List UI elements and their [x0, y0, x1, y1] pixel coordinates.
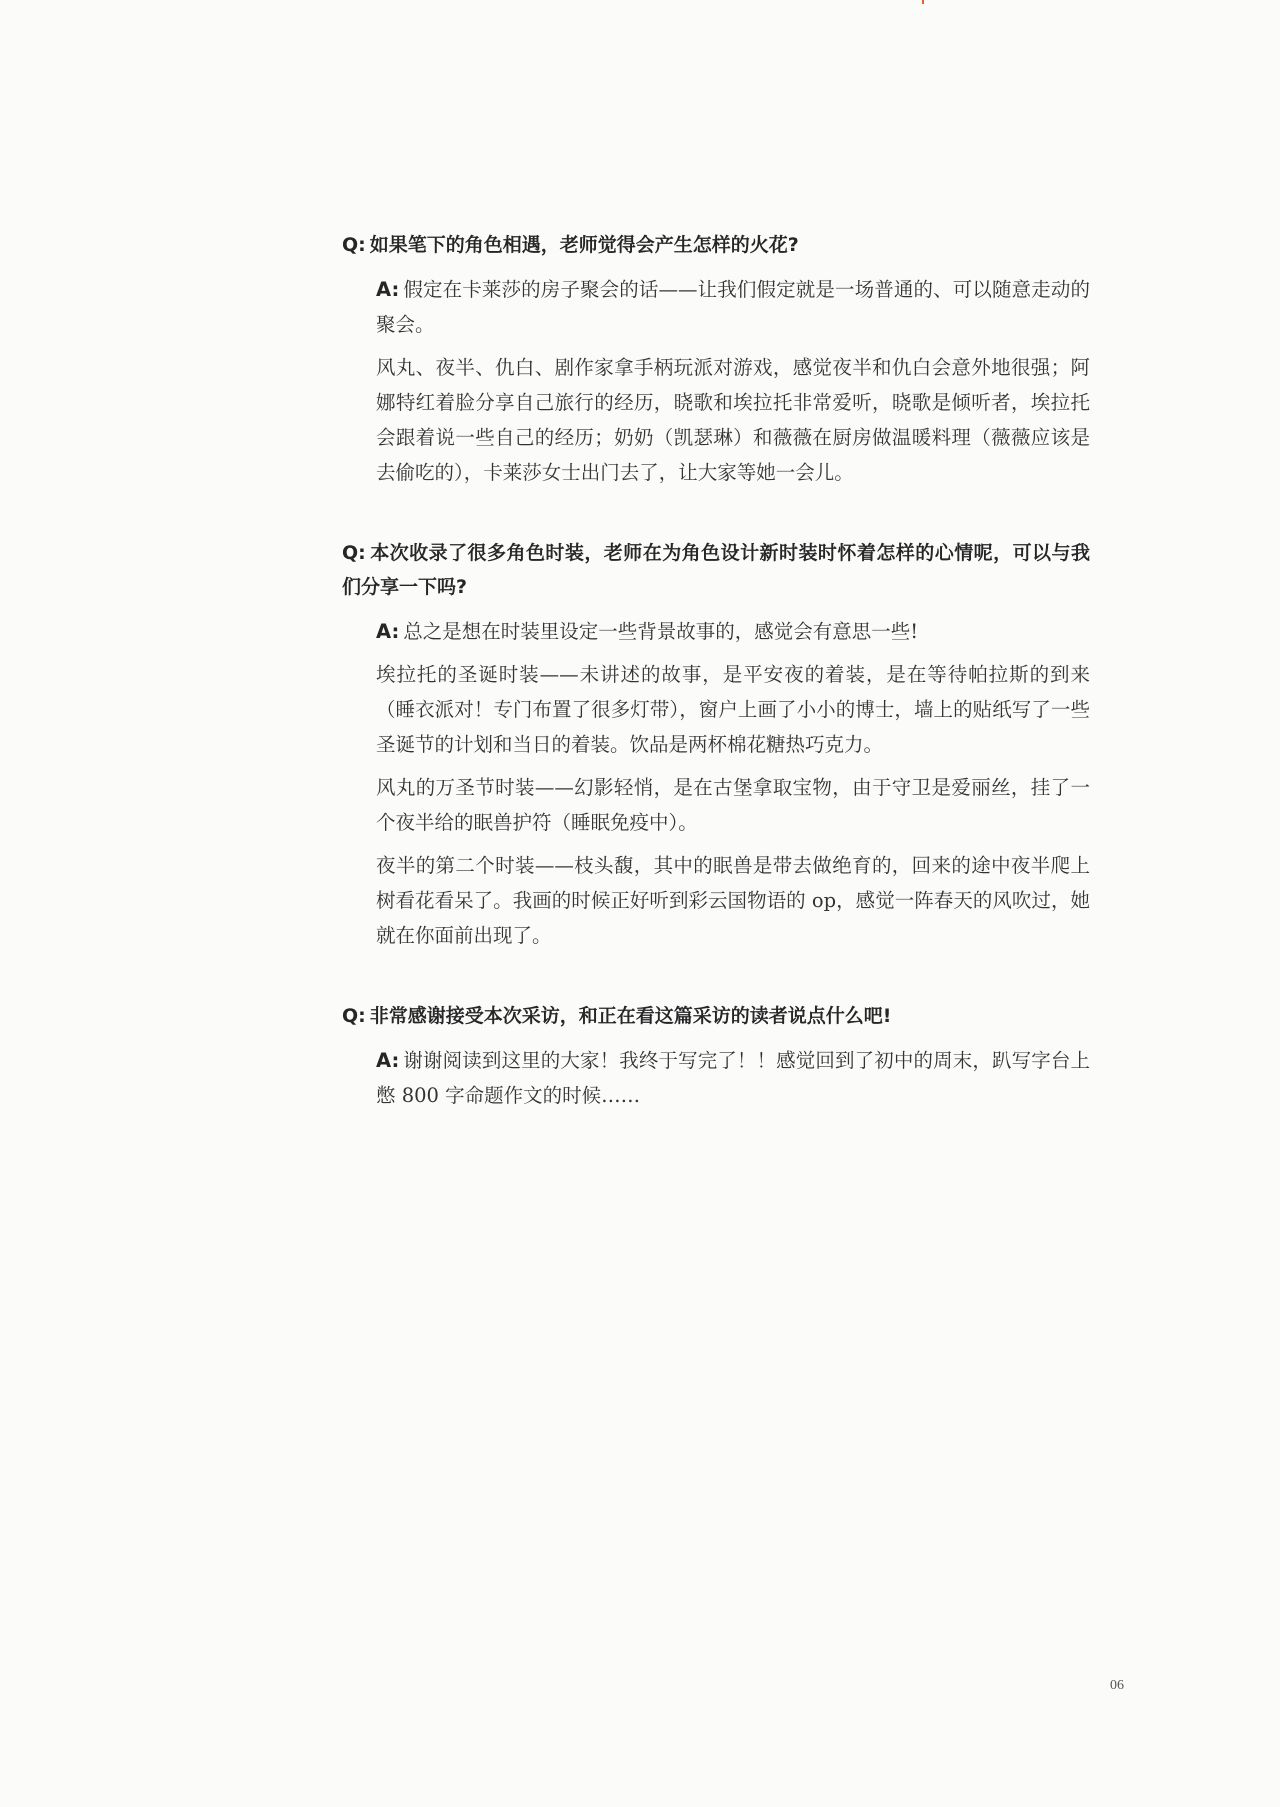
- answer-text: 总之是想在时装里设定一些背景故事的，感觉会有意思一些!: [403, 620, 919, 643]
- scan-mark: [922, 0, 924, 4]
- answer-label: A:: [376, 620, 400, 643]
- answer-paragraph: [376, 1043, 1090, 1113]
- qa-section: [342, 536, 1090, 953]
- answer-label: A:: [376, 278, 400, 301]
- question: [342, 536, 1090, 604]
- answer-text: 埃拉托的圣诞时装——未讲述的故事，是平安夜的着装，是在等待帕拉斯的到来（睡衣派对！专门布置了很多灯带），窗户上画了小小的博士，墙上的贴纸写了一些圣诞节的计划和当日的着装。饮品是两杯棉花糖热巧克力。: [376, 663, 1090, 756]
- answer: [376, 272, 1090, 490]
- question-text: 非常感谢接受本次采访，和正在看这篇采访的读者说点什么吧!: [369, 1005, 892, 1027]
- answer-paragraph: [376, 272, 1090, 342]
- answer: [376, 1043, 1090, 1113]
- page-number: 06: [1110, 1678, 1124, 1693]
- answer-paragraph: [376, 614, 1090, 649]
- question: [342, 999, 1090, 1033]
- interview-content: [342, 228, 1090, 1159]
- qa-section: [342, 999, 1090, 1113]
- answer-text: 假定在卡莱莎的房子聚会的话——让我们假定就是一场普通的、可以随意走动的聚会。: [376, 278, 1090, 336]
- answer-paragraph: [376, 848, 1090, 953]
- question-label: Q:: [342, 1005, 366, 1027]
- answer-paragraph: [376, 350, 1090, 490]
- answer-text: 风丸、夜半、仇白、剧作家拿手柄玩派对游戏，感觉夜半和仇白会意外地很强；阿娜特红着脸分享自己旅行的经历，晓歌和埃拉托非常爱听，晓歌是倾听者，埃拉托会跟着说一些自己的经历；奶奶（凯瑟琳）和薇薇在厨房做温暖料理（薇薇应该是去偷吃的），卡莱莎女士出门去了，让大家等她一会儿。: [376, 356, 1090, 484]
- answer: [376, 614, 1090, 953]
- qa-section: [342, 228, 1090, 490]
- answer-text: 风丸的万圣节时装——幻影轻悄，是在古堡拿取宝物，由于守卫是爱丽丝，挂了一个夜半给的眠兽护符（睡眠免疫中）。: [376, 776, 1090, 834]
- answer-label: A:: [376, 1049, 400, 1072]
- question-label: Q:: [342, 234, 366, 256]
- answer-paragraph: [376, 657, 1090, 762]
- answer-paragraph: [376, 770, 1090, 840]
- question-label: Q:: [342, 542, 366, 564]
- answer-text: 谢谢阅读到这里的大家！我终于写完了！！感觉回到了初中的周末，趴写字台上憋 800 字命题作文的时候……: [376, 1049, 1090, 1107]
- question: [342, 228, 1090, 262]
- question-text: 如果笔下的角色相遇，老师觉得会产生怎样的火花?: [369, 234, 799, 256]
- question-text: 本次收录了很多角色时装，老师在为角色设计新时装时怀着怎样的心情呢，可以与我们分享一下吗?: [342, 542, 1090, 598]
- answer-text: 夜半的第二个时装——枝头馥，其中的眠兽是带去做绝育的，回来的途中夜半爬上树看花看呆了。我画的时候正好听到彩云国物语的 op，感觉一阵春天的风吹过，她就在你面前出现了。: [376, 854, 1090, 947]
